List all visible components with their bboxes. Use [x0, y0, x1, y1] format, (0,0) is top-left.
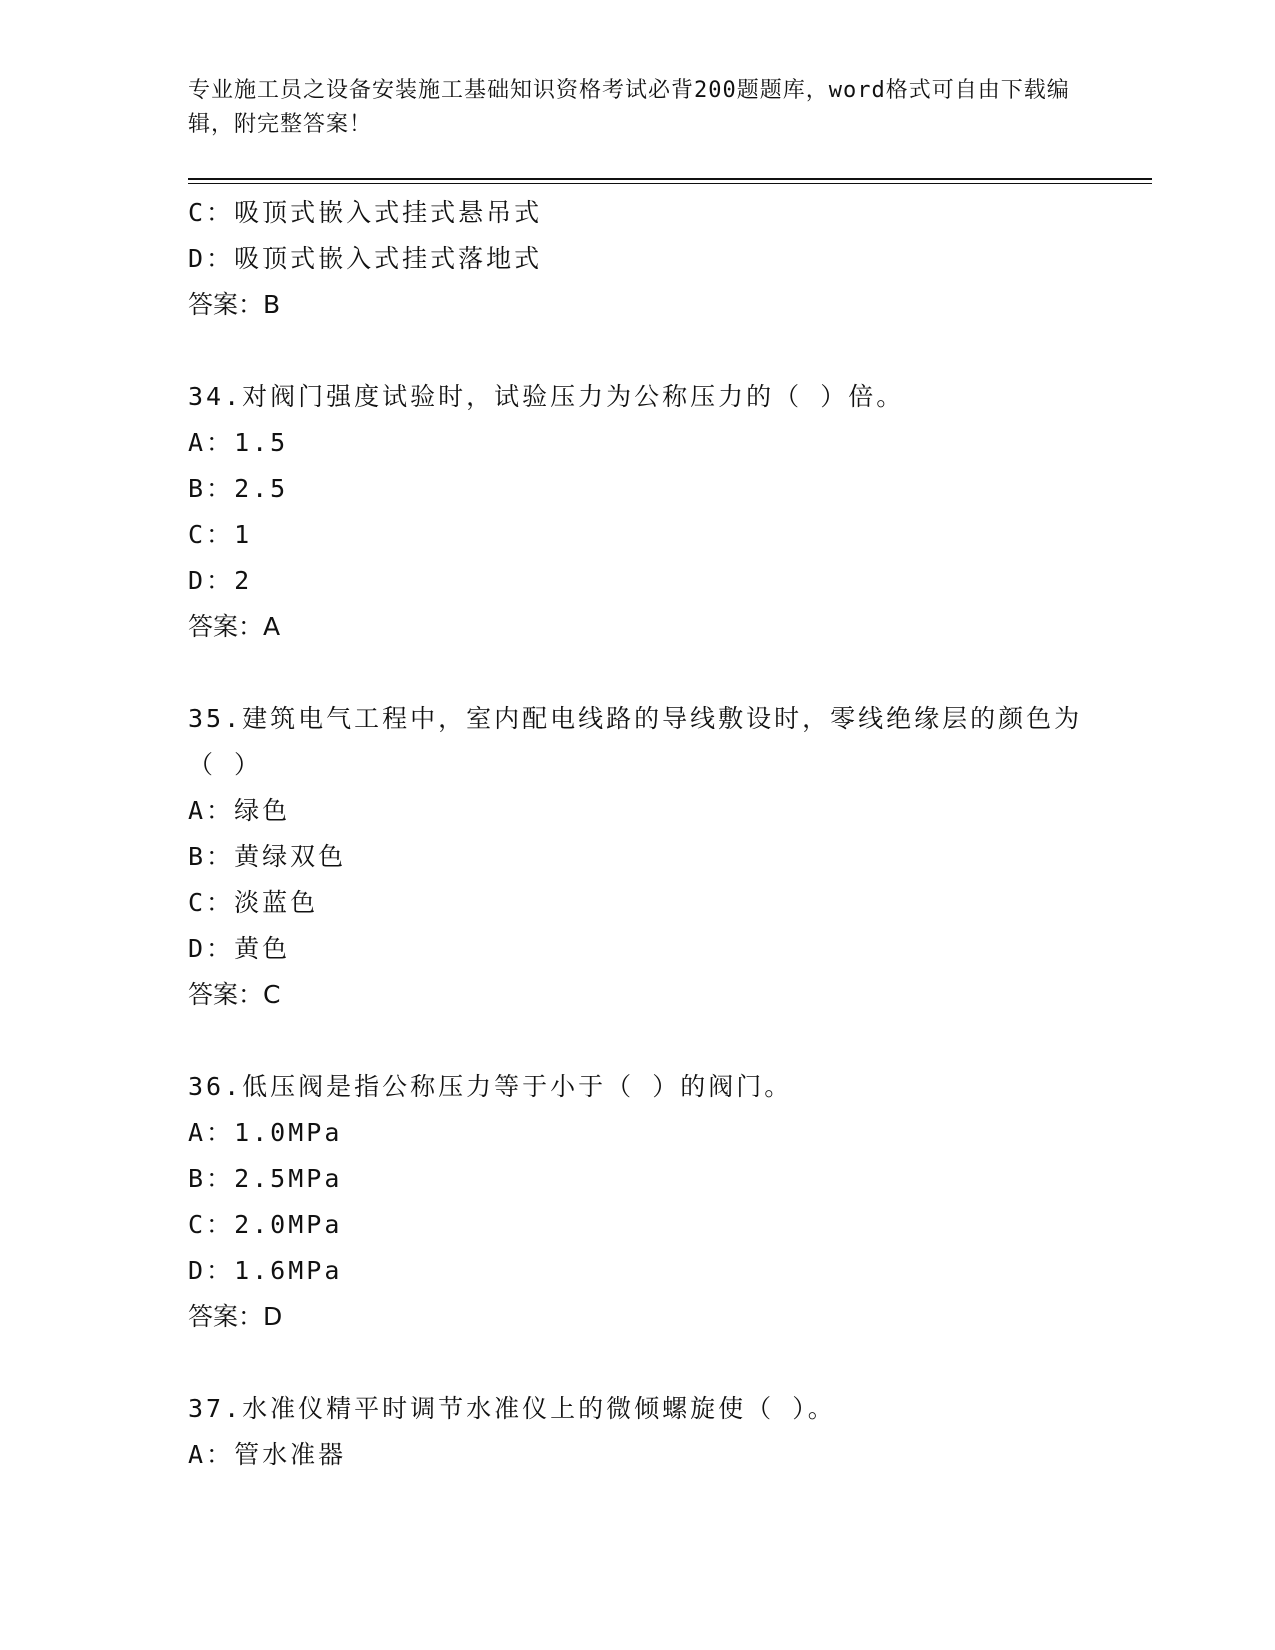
option-label: A： — [188, 796, 235, 825]
option-line — [188, 1110, 1088, 1156]
option-line — [188, 788, 1088, 834]
option-text: 2.5MPa — [234, 1164, 343, 1193]
header-rule — [188, 178, 1152, 180]
answer-line: 答案：C — [188, 980, 281, 1009]
option-label: C： — [188, 888, 235, 917]
option-text: 1.5 — [234, 428, 289, 457]
question-stem: 37.水准仪精平时调节水准仪上的微倾螺旋使（ ）。 — [188, 1394, 836, 1423]
spacer — [188, 1340, 1088, 1386]
option-line — [188, 190, 1088, 236]
option-line — [188, 512, 1088, 558]
option-label: C： — [188, 1210, 235, 1239]
option-text: 淡蓝色 — [234, 888, 319, 917]
option-line — [188, 926, 1088, 972]
option-label: A： — [188, 1440, 235, 1469]
option-text: 1.0MPa — [234, 1118, 343, 1147]
question-content — [188, 190, 1088, 1478]
spacer — [188, 328, 1088, 374]
option-line — [188, 1156, 1088, 1202]
option-text: 1.6MPa — [234, 1256, 343, 1285]
answer-line: 答案：B — [188, 290, 281, 319]
option-text: 1 — [234, 520, 253, 549]
option-line — [188, 1202, 1088, 1248]
option-text: 黄绿双色 — [234, 842, 347, 871]
option-text: 绿色 — [234, 796, 291, 825]
option-text: 黄色 — [234, 934, 291, 963]
option-line — [188, 1248, 1088, 1294]
option-text: 吸顶式嵌入式挂式悬吊式 — [234, 198, 543, 227]
option-label: A： — [188, 428, 235, 457]
option-label: B： — [188, 1164, 235, 1193]
option-text: 2.5 — [234, 474, 289, 503]
answer-line: 答案：A — [188, 612, 281, 641]
option-line — [188, 880, 1088, 926]
option-line — [188, 420, 1088, 466]
option-label: B： — [188, 474, 235, 503]
option-text: 2 — [234, 566, 253, 595]
option-text: 管水准器 — [234, 1440, 347, 1469]
answer-line: 答案：D — [188, 1302, 283, 1331]
option-label: A： — [188, 1118, 235, 1147]
option-line — [188, 558, 1088, 604]
option-label: D： — [188, 934, 235, 963]
option-line — [188, 1432, 1088, 1478]
option-label: D： — [188, 1256, 235, 1285]
spacer — [188, 650, 1088, 696]
option-label: D： — [188, 566, 235, 595]
option-line — [188, 834, 1088, 880]
option-line — [188, 236, 1088, 282]
question-stem: 34.对阀门强度试验时，试验压力为公称压力的（ ）倍。 — [188, 382, 905, 411]
option-label: D： — [188, 244, 235, 273]
header-rule-thin — [188, 183, 1152, 184]
option-label: C： — [188, 198, 235, 227]
header-note: 专业施工员之设备安装施工基础知识资格考试必背200题题库，word格式可自由下载编辑，附完整答案！ — [188, 78, 1070, 137]
question-stem: 35.建筑电气工程中，室内配电线路的导线敷设时，零线绝缘层的颜色为（ ） — [188, 704, 1083, 779]
option-label: B： — [188, 842, 235, 871]
option-label: C： — [188, 520, 235, 549]
option-text: 2.0MPa — [234, 1210, 343, 1239]
option-text: 吸顶式嵌入式挂式落地式 — [234, 244, 543, 273]
spacer — [188, 1018, 1088, 1064]
option-line — [188, 466, 1088, 512]
question-stem: 36.低压阀是指公称压力等于小于（ ）的阀门。 — [188, 1072, 793, 1101]
